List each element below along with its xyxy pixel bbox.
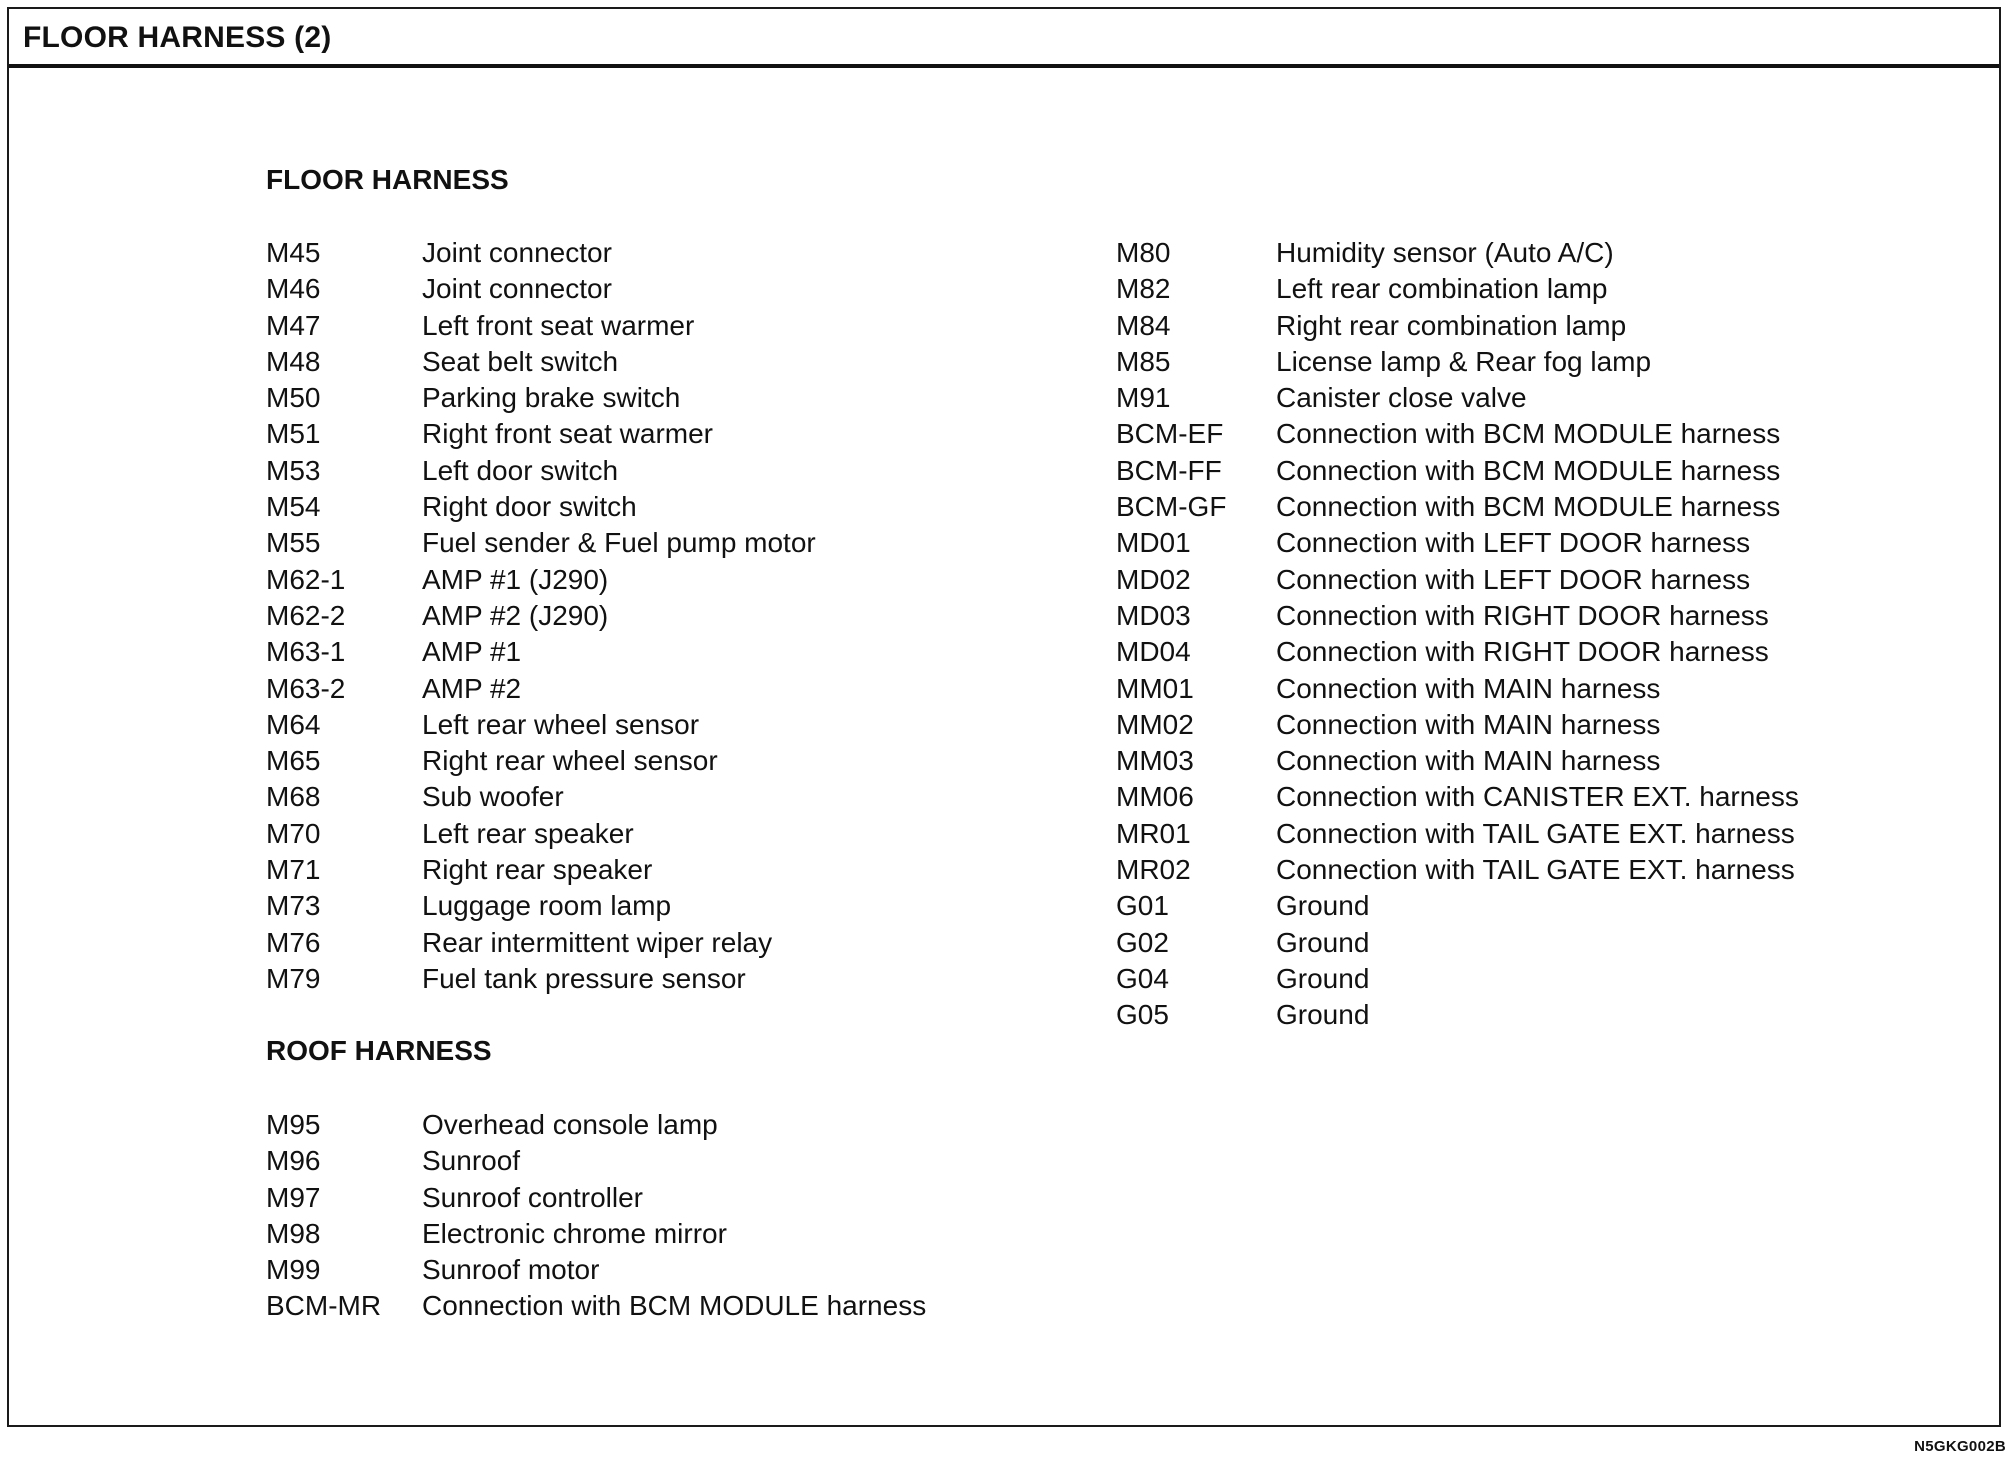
connector-description: Ground bbox=[1276, 926, 1370, 958]
connector-description: Sunroof motor bbox=[422, 1254, 600, 1286]
roof-harness-list bbox=[266, 1107, 966, 1325]
connector-entry bbox=[266, 1180, 966, 1216]
connector-entry bbox=[266, 308, 866, 344]
connector-code: M68 bbox=[266, 781, 321, 813]
connector-code: M62-2 bbox=[266, 599, 346, 631]
connector-description: Connection with RIGHT DOOR harness bbox=[1276, 636, 1769, 668]
connector-description: Right front seat warmer bbox=[422, 418, 713, 450]
connector-description: Sunroof controller bbox=[422, 1181, 644, 1213]
connector-code: M65 bbox=[266, 745, 321, 777]
connector-entry bbox=[266, 271, 866, 307]
connector-entry bbox=[1116, 489, 1816, 525]
connector-code: M76 bbox=[266, 926, 321, 958]
connector-description: Right rear speaker bbox=[422, 854, 653, 886]
connector-code: M47 bbox=[266, 309, 321, 341]
connector-description: Connection with BCM MODULE harness bbox=[1276, 491, 1781, 523]
connector-description: AMP #1 (J290) bbox=[422, 563, 609, 595]
connector-description: Ground bbox=[1276, 962, 1370, 994]
connector-entry bbox=[1116, 525, 1816, 561]
connector-description: Rear intermittent wiper relay bbox=[422, 926, 773, 958]
connector-entry bbox=[1116, 380, 1816, 416]
connector-description: Left rear speaker bbox=[422, 817, 634, 849]
page-header bbox=[9, 9, 1999, 68]
connector-code: BCM-GF bbox=[1116, 491, 1227, 523]
connector-description: Connection with RIGHT DOOR harness bbox=[1276, 599, 1769, 631]
connector-description: Left front seat warmer bbox=[422, 309, 695, 341]
connector-description: Right rear combination lamp bbox=[1276, 309, 1627, 341]
connector-entry bbox=[1116, 598, 1816, 634]
connector-entry bbox=[266, 1143, 966, 1179]
connector-code: M55 bbox=[266, 527, 321, 559]
connector-entry bbox=[266, 852, 866, 888]
connector-code: M54 bbox=[266, 491, 321, 523]
connector-entry bbox=[1116, 671, 1816, 707]
connector-entry bbox=[266, 380, 866, 416]
connector-code: M80 bbox=[1116, 237, 1171, 268]
connector-entry bbox=[266, 671, 866, 707]
figure-code: N5GKG002B bbox=[1914, 1438, 2006, 1455]
connector-entry bbox=[1116, 453, 1816, 489]
connector-entry bbox=[266, 598, 866, 634]
connector-entry bbox=[1116, 852, 1816, 888]
connector-description: Right rear wheel sensor bbox=[422, 745, 718, 777]
connector-entry bbox=[1116, 235, 1816, 271]
connector-code: M99 bbox=[266, 1254, 321, 1286]
connector-description: Sunroof bbox=[422, 1145, 521, 1177]
connector-description: Connection with BCM MODULE harness bbox=[1276, 418, 1781, 450]
connector-code: M64 bbox=[266, 708, 321, 740]
connector-code: MD02 bbox=[1116, 563, 1191, 595]
connector-code: BCM-MR bbox=[266, 1290, 382, 1322]
connector-code: M85 bbox=[1116, 345, 1171, 377]
floor-harness-right-list bbox=[1116, 235, 1816, 1034]
connector-code: BCM-FF bbox=[1116, 454, 1222, 486]
connector-description: Seat belt switch bbox=[422, 345, 619, 377]
connector-entry bbox=[1116, 743, 1816, 779]
connector-entry bbox=[1116, 961, 1816, 997]
connector-entry bbox=[1116, 634, 1816, 670]
connector-code: MD04 bbox=[1116, 636, 1191, 668]
connector-entry bbox=[266, 1288, 966, 1324]
connector-description: Connection with MAIN harness bbox=[1276, 745, 1661, 777]
connector-code: M46 bbox=[266, 273, 321, 305]
connector-description: Electronic chrome mirror bbox=[422, 1217, 727, 1249]
connector-entry bbox=[1116, 997, 1816, 1033]
connector-description: Joint connector bbox=[422, 273, 612, 305]
connector-description: Ground bbox=[1276, 999, 1370, 1031]
connector-entry bbox=[266, 1107, 966, 1143]
connector-description: Connection with LEFT DOOR harness bbox=[1276, 527, 1751, 559]
connector-code: MD01 bbox=[1116, 527, 1191, 559]
connector-entry bbox=[266, 707, 866, 743]
connector-code: G04 bbox=[1116, 962, 1169, 994]
connector-code: M79 bbox=[266, 962, 321, 994]
connector-entry bbox=[266, 489, 866, 525]
connector-description: Connection with LEFT DOOR harness bbox=[1276, 563, 1751, 595]
connector-entry bbox=[266, 416, 866, 452]
connector-code: M70 bbox=[266, 817, 321, 849]
connector-code: MM02 bbox=[1116, 708, 1194, 740]
connector-entry bbox=[1116, 344, 1816, 380]
connector-entry bbox=[266, 743, 866, 779]
connector-code: M82 bbox=[1116, 273, 1171, 305]
connector-description: Fuel tank pressure sensor bbox=[422, 962, 746, 994]
connector-code: M51 bbox=[266, 418, 321, 450]
connector-description: Fuel sender & Fuel pump motor bbox=[422, 527, 816, 559]
connector-code: M96 bbox=[266, 1145, 321, 1177]
connector-entry bbox=[266, 779, 866, 815]
connector-description: Right door switch bbox=[422, 491, 637, 523]
connector-entry bbox=[266, 888, 866, 924]
connector-code: M63-2 bbox=[266, 672, 346, 704]
connector-code: M45 bbox=[266, 237, 321, 268]
connector-code: BCM-EF bbox=[1116, 418, 1224, 450]
connector-description: Luggage room lamp bbox=[422, 890, 672, 922]
connector-entry bbox=[266, 235, 866, 271]
connector-entry bbox=[1116, 308, 1816, 344]
connector-entry bbox=[266, 1216, 966, 1252]
connector-description: AMP #2 (J290) bbox=[422, 599, 609, 631]
connector-code: G05 bbox=[1116, 999, 1169, 1031]
connector-entry bbox=[266, 344, 866, 380]
connector-code: G01 bbox=[1116, 890, 1169, 922]
connector-description: License lamp & Rear fog lamp bbox=[1276, 345, 1652, 377]
connector-description: Connection with TAIL GATE EXT. harness bbox=[1276, 817, 1795, 849]
connector-entry bbox=[1116, 271, 1816, 307]
connector-description: Joint connector bbox=[422, 237, 612, 268]
connector-description: Left door switch bbox=[422, 454, 619, 486]
connector-description: Connection with BCM MODULE harness bbox=[1276, 454, 1781, 486]
connector-entry bbox=[1116, 888, 1816, 924]
connector-entry bbox=[266, 961, 866, 997]
connector-description: AMP #1 bbox=[422, 636, 522, 668]
connector-description: Sub woofer bbox=[422, 781, 564, 813]
connector-code: M73 bbox=[266, 890, 321, 922]
connector-entry bbox=[266, 634, 866, 670]
connector-description: Connection with BCM MODULE harness bbox=[422, 1290, 927, 1322]
connector-entry bbox=[1116, 707, 1816, 743]
connector-code: M97 bbox=[266, 1181, 321, 1213]
connector-description: Canister close valve bbox=[1276, 382, 1527, 414]
connector-entry bbox=[266, 816, 866, 852]
connector-entry bbox=[1116, 416, 1816, 452]
connector-description: Parking brake switch bbox=[422, 382, 681, 414]
connector-entry bbox=[1116, 925, 1816, 961]
connector-code: MM06 bbox=[1116, 781, 1194, 813]
connector-code: M63-1 bbox=[266, 636, 346, 668]
connector-code: M95 bbox=[266, 1109, 321, 1140]
connector-code: M98 bbox=[266, 1217, 321, 1249]
connector-code: M53 bbox=[266, 454, 321, 486]
connector-code: MR02 bbox=[1116, 854, 1191, 886]
connector-entry bbox=[266, 1252, 966, 1288]
connector-entry bbox=[266, 562, 866, 598]
connector-entry bbox=[1116, 779, 1816, 815]
floor-harness-left-list bbox=[266, 235, 866, 997]
connector-description: Left rear wheel sensor bbox=[422, 708, 700, 740]
connector-code: MD03 bbox=[1116, 599, 1191, 631]
connector-code: MR01 bbox=[1116, 817, 1191, 849]
roof-harness-heading: ROOF HARNESS bbox=[266, 1035, 492, 1066]
connector-description: Connection with MAIN harness bbox=[1276, 672, 1661, 704]
connector-description: Humidity sensor (Auto A/C) bbox=[1276, 237, 1614, 268]
connector-code: M50 bbox=[266, 382, 321, 414]
connector-entry bbox=[266, 925, 866, 961]
connector-code: M48 bbox=[266, 345, 321, 377]
connector-description: Connection with TAIL GATE EXT. harness bbox=[1276, 854, 1795, 886]
connector-code: G02 bbox=[1116, 926, 1169, 958]
connector-entry bbox=[266, 453, 866, 489]
connector-entry bbox=[1116, 816, 1816, 852]
connector-description: AMP #2 bbox=[422, 672, 522, 704]
connector-description: Ground bbox=[1276, 890, 1370, 922]
connector-description: Left rear combination lamp bbox=[1276, 273, 1608, 305]
connector-code: M71 bbox=[266, 854, 321, 886]
page-title: FLOOR HARNESS (2) bbox=[23, 21, 332, 54]
connector-description: Connection with CANISTER EXT. harness bbox=[1276, 781, 1799, 813]
connector-description: Overhead console lamp bbox=[422, 1109, 718, 1140]
connector-code: MM01 bbox=[1116, 672, 1194, 704]
connector-entry bbox=[1116, 562, 1816, 598]
connector-code: M84 bbox=[1116, 309, 1171, 341]
connector-code: M62-1 bbox=[266, 563, 346, 595]
floor-harness-heading: FLOOR HARNESS bbox=[266, 164, 509, 195]
connector-description: Connection with MAIN harness bbox=[1276, 708, 1661, 740]
connector-entry bbox=[266, 525, 866, 561]
connector-code: MM03 bbox=[1116, 745, 1194, 777]
connector-code: M91 bbox=[1116, 382, 1171, 414]
